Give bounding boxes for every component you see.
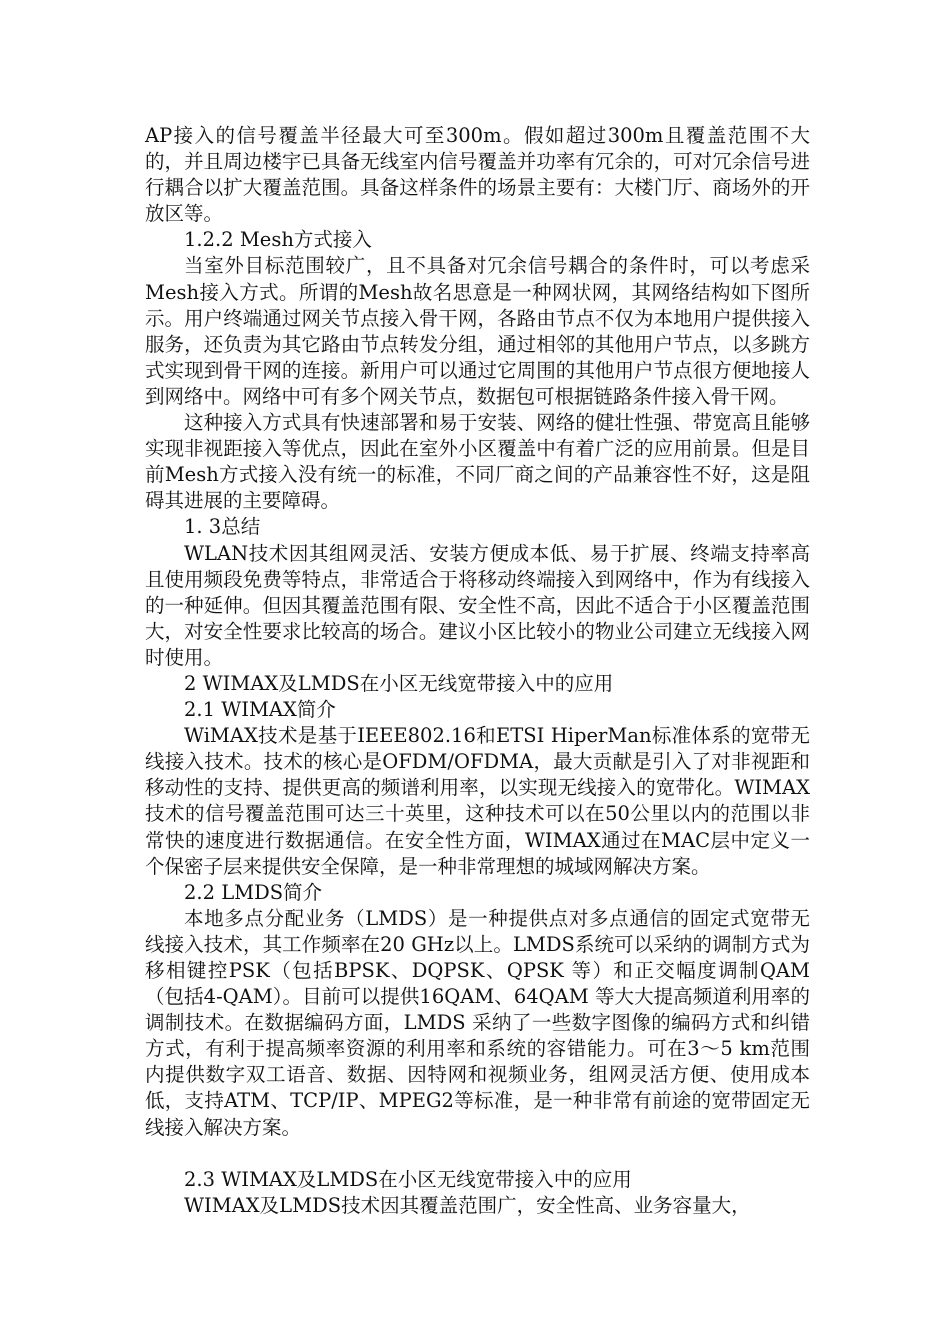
heading-2-2-lmds: 2.2 LMDS简介 [184, 880, 323, 904]
document-page [145, 123, 810, 1219]
paragraph-mesh-intro: 当室外目标范围较广，且不具备对冗余信号耦合的条件时，可以考虑采Mesh接入方式。所谓的Mesh故名思意是一种网状网，其网络结构如下图所示。用户终端通过网关节点接入骨干网，各路由节点不仅为本地用户提供接入服务，还负责为其它路由节点转发分组，通过相邻的其他用户节点，以多跳方式实现到骨干网的连接。新用户可以通过它周围的其他用户节点很方便地接人到网络中。网络中可有多个网关节点，数据包可根据链路条件接入骨干网。 [145, 254, 810, 408]
paragraph-lmds-intro: 本地多点分配业务（LMDS）是一种提供点对多点通信的固定式宽带无线接入技术，其工作频率在20 GHz以上。LMDS系统可以采纳的调制方式为移相键控PSK（包括BPSK、DQPSK、QPSK 等）和正交幅度调制QAM（包括4-QAM）。目前可以提供16QAM、64QAM 等大大提高频道利用率的调制技术。在数据编码方面，LMDS 采纳了一些数字图像的编码方式和纠错方式，有利于提高频率资源的利用率和系统的容错能力。可在3～5 km范围内提供数字双工语音、数据、因特网和视频业务，组网灵活方便、使用成本低，支持ATM、TCP/IP、MPEG2等标准，是一种非常有前途的宽带固定无线接入解决方案。 [145, 906, 810, 1139]
heading-1-3-summary: 1. 3总结 [184, 515, 261, 539]
paragraph-ap-coverage: AP接入的信号覆盖半径最大可至300m。假如超过300m且覆盖范围不大的，并且周边楼宇已具备无线室内信号覆盖并功率有冗余的，可对冗余信号进行耦合以扩大覆盖范围。具备这样条件的场景主要有：大楼门厅、商场外的开放区等。 [145, 124, 810, 226]
blank-line [145, 1141, 810, 1167]
heading-2-1-wimax: 2.1 WIMAX简介 [184, 698, 336, 722]
paragraph-application-start: WIMAX及LMDS技术因其覆盖范围广，安全性高、业务容量大， [184, 1193, 751, 1217]
heading-1-2-2-mesh: 1.2.2 Mesh方式接入 [184, 228, 372, 252]
paragraph-mesh-advantages: 这种接入方式具有快速部署和易于安装、网络的健壮性强、带宽高且能够实现非视距接入等优点，因此在室外小区覆盖中有着广泛的应用前景。但是目前Mesh方式接入没有统一的标准，不同厂商之间的产品兼容性不好，这是阻碍其进展的主要障碍。 [145, 411, 810, 513]
heading-2-3-application: 2.3 WIMAX及LMDS在小区无线宽带接入中的应用 [184, 1167, 632, 1191]
paragraph-wlan-summary: WLAN技术因其组网灵活、安装方便成本低、易于扩展、终端支持率高且使用频段免费等特点，非常适合于将移动终端接入到网络中，作为有线接入的一种延伸。但因其覆盖范围有限、安全性不高，因此不适合于小区覆盖范围大，对安全性要求比较高的场合。建议小区比较小的物业公司建立无线接入网时使用。 [145, 541, 810, 669]
paragraph-wimax-intro: WiMAX技术是基于IEEE802.16和ETSI HiperMan标准体系的宽带无线接入技术。技术的核心是OFDM/OFDMA，最大贡献是引入了对非视距和移动性的支持、提供更高的频谱利用率，以实现无线接入的宽带化。WIMAX技术的信号覆盖范围可达三十英里，这种技术可以在50公里以内的范围以非常快的速度进行数据通信。在安全性方面，WIMAX通过在MAC层中定义一个保密子层来提供安全保障，是一种非常理想的城域网解决方案。 [145, 724, 810, 878]
heading-2-wimax-lmds: 2 WIMAX及LMDS在小区无线宽带接入中的应用 [184, 671, 614, 695]
